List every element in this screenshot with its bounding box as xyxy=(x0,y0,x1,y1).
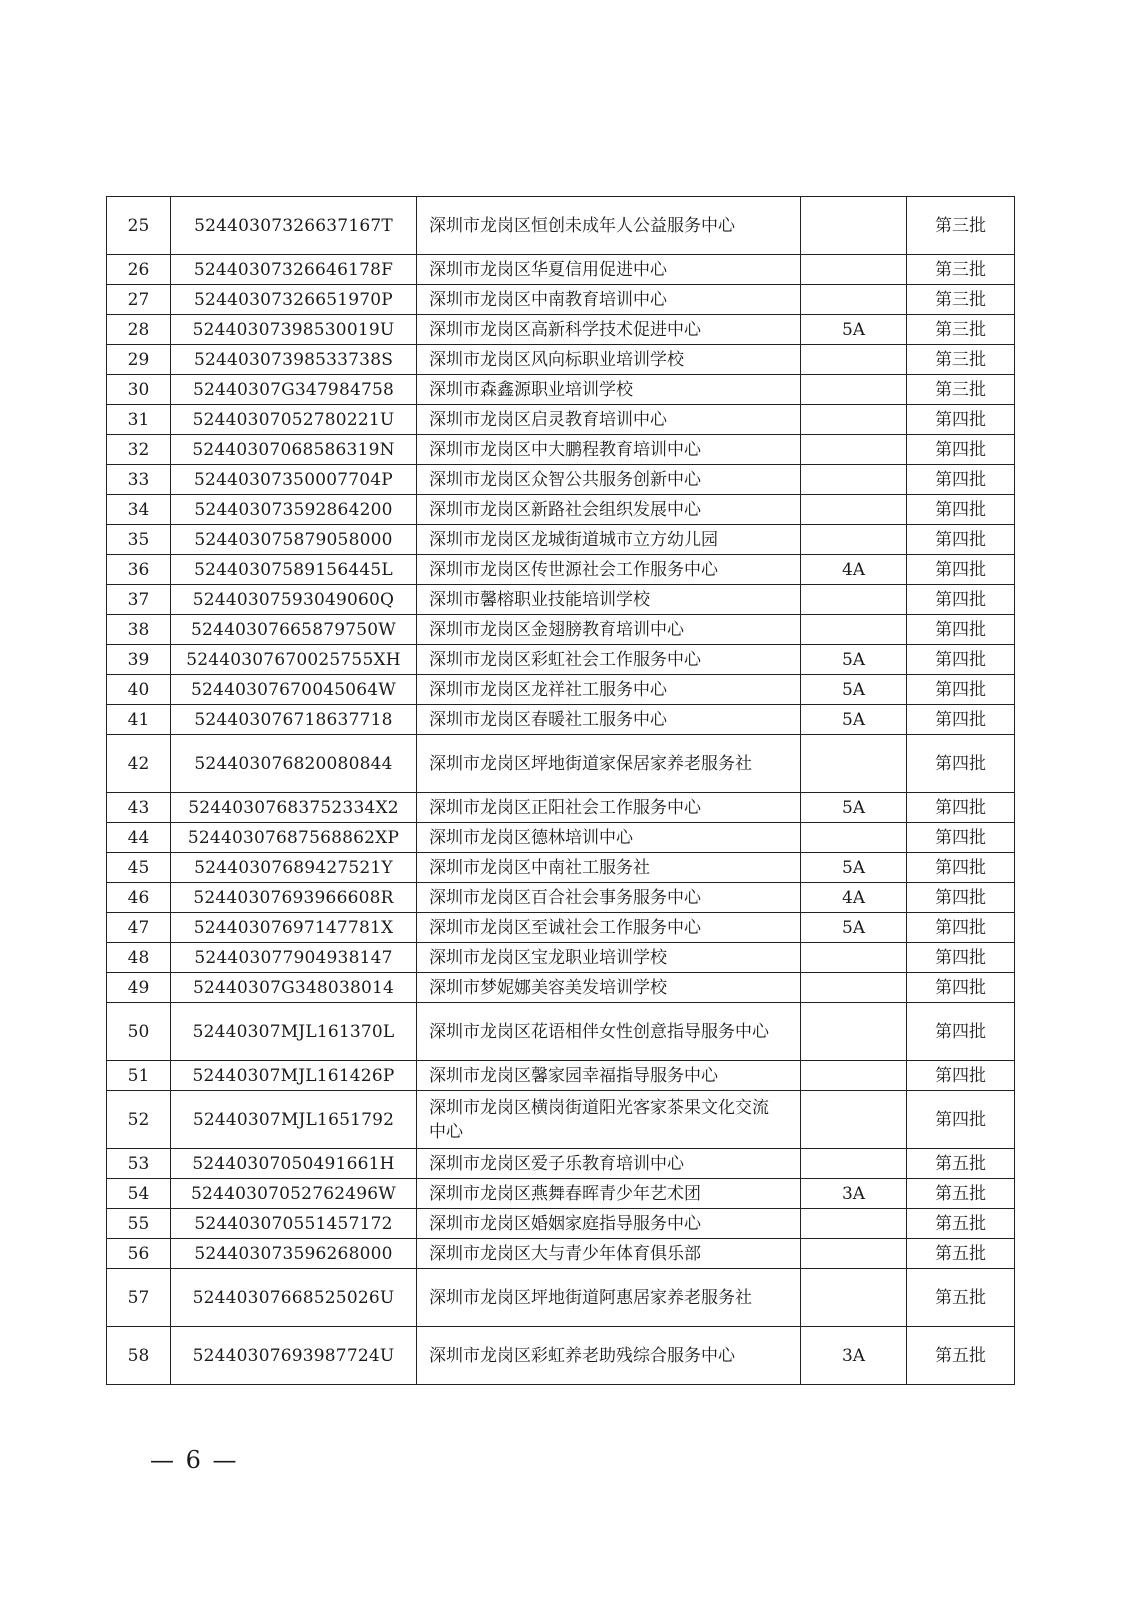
rating-level xyxy=(801,1091,907,1149)
organization-name: 深圳市龙岗区横岗街道阳光客家茶果文化交流中心 xyxy=(417,1091,801,1149)
organization-name: 深圳市龙岗区德林培训中心 xyxy=(417,823,801,853)
credit-code: 52440307670045064W xyxy=(171,675,417,705)
credit-code: 52440307665879750W xyxy=(171,615,417,645)
table-row xyxy=(107,913,1015,943)
table-row xyxy=(107,435,1015,465)
rating-level xyxy=(801,1239,907,1269)
row-number: 54 xyxy=(107,1179,171,1209)
table-row xyxy=(107,735,1015,793)
rating-level xyxy=(801,1003,907,1061)
rating-level xyxy=(801,465,907,495)
rating-level xyxy=(801,1269,907,1327)
organization-name: 深圳市龙岗区众智公共服务创新中心 xyxy=(417,465,801,495)
batch-label: 第五批 xyxy=(907,1149,1015,1179)
row-number: 46 xyxy=(107,883,171,913)
credit-code: 52440307697147781X xyxy=(171,913,417,943)
organization-name: 深圳市龙岗区正阳社会工作服务中心 xyxy=(417,793,801,823)
row-number: 52 xyxy=(107,1091,171,1149)
credit-code: 52440307668525026U xyxy=(171,1269,417,1327)
credit-code: 52440307689427521Y xyxy=(171,853,417,883)
credit-code: 52440307683752334X2 xyxy=(171,793,417,823)
table-row xyxy=(107,1149,1015,1179)
rating-level: 3A xyxy=(801,1327,907,1385)
credit-code: 52440307MJL161426P xyxy=(171,1061,417,1091)
page-number: — 6 — xyxy=(150,1446,239,1474)
table-row xyxy=(107,375,1015,405)
table-row xyxy=(107,1003,1015,1061)
batch-label: 第三批 xyxy=(907,255,1015,285)
batch-label: 第四批 xyxy=(907,913,1015,943)
table-row xyxy=(107,1269,1015,1327)
credit-code: 52440307589156445L xyxy=(171,555,417,585)
table-row xyxy=(107,615,1015,645)
rating-level xyxy=(801,197,907,255)
rating-level xyxy=(801,405,907,435)
credit-code: 52440307670025755XH xyxy=(171,645,417,675)
credit-code: 524403077904938147 xyxy=(171,943,417,973)
table-row xyxy=(107,705,1015,735)
row-number: 53 xyxy=(107,1149,171,1179)
organization-name: 深圳市龙岗区春暖社工服务中心 xyxy=(417,705,801,735)
table-row xyxy=(107,525,1015,555)
batch-label: 第三批 xyxy=(907,345,1015,375)
row-number: 56 xyxy=(107,1239,171,1269)
row-number: 57 xyxy=(107,1269,171,1327)
row-number: 41 xyxy=(107,705,171,735)
rating-level xyxy=(801,735,907,793)
organization-name: 深圳市梦妮娜美容美发培训学校 xyxy=(417,973,801,1003)
organization-name: 深圳市龙岗区风向标职业培训学校 xyxy=(417,345,801,375)
table-row xyxy=(107,285,1015,315)
credit-code: 52440307MJL161370L xyxy=(171,1003,417,1061)
rating-level xyxy=(801,285,907,315)
table-row xyxy=(107,345,1015,375)
credit-code: 524403073596268000 xyxy=(171,1239,417,1269)
batch-label: 第三批 xyxy=(907,197,1015,255)
rating-level xyxy=(801,1061,907,1091)
credit-code: 52440307693987724U xyxy=(171,1327,417,1385)
batch-label: 第五批 xyxy=(907,1269,1015,1327)
rating-level: 5A xyxy=(801,913,907,943)
organization-name: 深圳市龙岗区中南教育培训中心 xyxy=(417,285,801,315)
rating-level xyxy=(801,1149,907,1179)
batch-label: 第四批 xyxy=(907,705,1015,735)
organization-name: 深圳市龙岗区新路社会组织发展中心 xyxy=(417,495,801,525)
rating-level xyxy=(801,823,907,853)
credit-code: 52440307052762496W xyxy=(171,1179,417,1209)
credit-code: 52440307MJL1651792 xyxy=(171,1091,417,1149)
table-row xyxy=(107,1061,1015,1091)
batch-label: 第四批 xyxy=(907,495,1015,525)
row-number: 42 xyxy=(107,735,171,793)
batch-label: 第五批 xyxy=(907,1209,1015,1239)
batch-label: 第四批 xyxy=(907,405,1015,435)
batch-label: 第四批 xyxy=(907,1061,1015,1091)
organization-name: 深圳市龙岗区花语相伴女性创意指导服务中心 xyxy=(417,1003,801,1061)
table-row xyxy=(107,853,1015,883)
organization-name: 深圳市龙岗区金翅膀教育培训中心 xyxy=(417,615,801,645)
rating-level xyxy=(801,255,907,285)
batch-label: 第五批 xyxy=(907,1179,1015,1209)
organization-name: 深圳市龙岗区至诚社会工作服务中心 xyxy=(417,913,801,943)
batch-label: 第四批 xyxy=(907,1003,1015,1061)
batch-label: 第三批 xyxy=(907,285,1015,315)
credit-code: 52440307350007704P xyxy=(171,465,417,495)
batch-label: 第四批 xyxy=(907,883,1015,913)
row-number: 27 xyxy=(107,285,171,315)
batch-label: 第五批 xyxy=(907,1327,1015,1385)
organization-name: 深圳市龙岗区宝龙职业培训学校 xyxy=(417,943,801,973)
organization-name: 深圳市龙岗区龙祥社工服务中心 xyxy=(417,675,801,705)
credit-code: 524403070551457172 xyxy=(171,1209,417,1239)
rating-level: 5A xyxy=(801,675,907,705)
credit-code: 52440307687568862XP xyxy=(171,823,417,853)
credit-code: 52440307050491661H xyxy=(171,1149,417,1179)
table-row xyxy=(107,883,1015,913)
batch-label: 第四批 xyxy=(907,973,1015,1003)
table-row xyxy=(107,823,1015,853)
rating-level xyxy=(801,375,907,405)
batch-label: 第四批 xyxy=(907,615,1015,645)
organization-name: 深圳市龙岗区龙城街道城市立方幼儿园 xyxy=(417,525,801,555)
organization-name: 深圳市龙岗区中大鹏程教育培训中心 xyxy=(417,435,801,465)
rating-level xyxy=(801,943,907,973)
rating-level xyxy=(801,495,907,525)
organization-name: 深圳市龙岗区中南社工服务社 xyxy=(417,853,801,883)
organization-name: 深圳市龙岗区馨家园幸福指导服务中心 xyxy=(417,1061,801,1091)
credit-code: 52440307398533738S xyxy=(171,345,417,375)
table-row xyxy=(107,1239,1015,1269)
row-number: 26 xyxy=(107,255,171,285)
batch-label: 第四批 xyxy=(907,943,1015,973)
rating-level xyxy=(801,1209,907,1239)
row-number: 58 xyxy=(107,1327,171,1385)
row-number: 47 xyxy=(107,913,171,943)
batch-label: 第四批 xyxy=(907,465,1015,495)
organization-name: 深圳市龙岗区爱子乐教育培训中心 xyxy=(417,1149,801,1179)
table-row xyxy=(107,793,1015,823)
organization-name: 深圳市龙岗区彩虹养老助残综合服务中心 xyxy=(417,1327,801,1385)
row-number: 49 xyxy=(107,973,171,1003)
rating-level: 5A xyxy=(801,315,907,345)
credit-code: 52440307G348038014 xyxy=(171,973,417,1003)
batch-label: 第四批 xyxy=(907,555,1015,585)
row-number: 38 xyxy=(107,615,171,645)
batch-label: 第四批 xyxy=(907,853,1015,883)
organization-name: 深圳市馨榕职业技能培训学校 xyxy=(417,585,801,615)
organization-name: 深圳市龙岗区高新科学技术促进中心 xyxy=(417,315,801,345)
batch-label: 第五批 xyxy=(907,1239,1015,1269)
organization-name: 深圳市龙岗区婚姻家庭指导服务中心 xyxy=(417,1209,801,1239)
row-number: 40 xyxy=(107,675,171,705)
credit-code: 52440307326651970P xyxy=(171,285,417,315)
row-number: 48 xyxy=(107,943,171,973)
table-row xyxy=(107,585,1015,615)
organization-name: 深圳市龙岗区彩虹社会工作服务中心 xyxy=(417,645,801,675)
table-row xyxy=(107,315,1015,345)
table-row xyxy=(107,555,1015,585)
credit-code: 52440307326646178F xyxy=(171,255,417,285)
credit-code: 524403076718637718 xyxy=(171,705,417,735)
table-body xyxy=(107,197,1015,1385)
rating-level xyxy=(801,973,907,1003)
rating-level xyxy=(801,345,907,375)
credit-code: 52440307398530019U xyxy=(171,315,417,345)
credit-code: 52440307G347984758 xyxy=(171,375,417,405)
row-number: 33 xyxy=(107,465,171,495)
credit-code: 52440307326637167T xyxy=(171,197,417,255)
row-number: 28 xyxy=(107,315,171,345)
batch-label: 第四批 xyxy=(907,793,1015,823)
organization-name: 深圳市龙岗区坪地街道阿惠居家养老服务社 xyxy=(417,1269,801,1327)
row-number: 34 xyxy=(107,495,171,525)
row-number: 45 xyxy=(107,853,171,883)
organization-table xyxy=(106,196,1015,1385)
rating-level xyxy=(801,615,907,645)
row-number: 31 xyxy=(107,405,171,435)
credit-code: 52440307593049060Q xyxy=(171,585,417,615)
rating-level xyxy=(801,585,907,615)
organization-name: 深圳市龙岗区燕舞春晖青少年艺术团 xyxy=(417,1179,801,1209)
rating-level: 5A xyxy=(801,793,907,823)
table-row xyxy=(107,645,1015,675)
table-row xyxy=(107,197,1015,255)
organization-name: 深圳市龙岗区启灵教育培训中心 xyxy=(417,405,801,435)
batch-label: 第三批 xyxy=(907,315,1015,345)
rating-level: 3A xyxy=(801,1179,907,1209)
row-number: 44 xyxy=(107,823,171,853)
batch-label: 第四批 xyxy=(907,823,1015,853)
batch-label: 第四批 xyxy=(907,435,1015,465)
batch-label: 第四批 xyxy=(907,525,1015,555)
row-number: 29 xyxy=(107,345,171,375)
table-row xyxy=(107,495,1015,525)
organization-name: 深圳市龙岗区传世源社会工作服务中心 xyxy=(417,555,801,585)
table-row xyxy=(107,1091,1015,1149)
table-row xyxy=(107,1179,1015,1209)
row-number: 35 xyxy=(107,525,171,555)
row-number: 43 xyxy=(107,793,171,823)
organization-name: 深圳市龙岗区百合社会事务服务中心 xyxy=(417,883,801,913)
rating-level: 4A xyxy=(801,555,907,585)
rating-level: 5A xyxy=(801,853,907,883)
batch-label: 第四批 xyxy=(907,735,1015,793)
row-number: 32 xyxy=(107,435,171,465)
organization-name: 深圳市龙岗区华夏信用促进中心 xyxy=(417,255,801,285)
credit-code: 524403076820080844 xyxy=(171,735,417,793)
rating-level: 5A xyxy=(801,645,907,675)
rating-level: 4A xyxy=(801,883,907,913)
batch-label: 第四批 xyxy=(907,585,1015,615)
table-row xyxy=(107,465,1015,495)
organization-name: 深圳市龙岗区大与青少年体育俱乐部 xyxy=(417,1239,801,1269)
batch-label: 第四批 xyxy=(907,645,1015,675)
rating-level xyxy=(801,435,907,465)
credit-code: 52440307052780221U xyxy=(171,405,417,435)
row-number: 55 xyxy=(107,1209,171,1239)
batch-label: 第四批 xyxy=(907,1091,1015,1149)
table-row xyxy=(107,1209,1015,1239)
table-row xyxy=(107,675,1015,705)
batch-label: 第四批 xyxy=(907,675,1015,705)
row-number: 36 xyxy=(107,555,171,585)
table-row xyxy=(107,973,1015,1003)
row-number: 51 xyxy=(107,1061,171,1091)
table-row xyxy=(107,943,1015,973)
organization-name: 深圳市森鑫源职业培训学校 xyxy=(417,375,801,405)
row-number: 37 xyxy=(107,585,171,615)
rating-level xyxy=(801,525,907,555)
batch-label: 第三批 xyxy=(907,375,1015,405)
row-number: 50 xyxy=(107,1003,171,1061)
credit-code: 524403073592864200 xyxy=(171,495,417,525)
table-row xyxy=(107,405,1015,435)
row-number: 25 xyxy=(107,197,171,255)
organization-name: 深圳市龙岗区恒创未成年人公益服务中心 xyxy=(417,197,801,255)
rating-level: 5A xyxy=(801,705,907,735)
organization-name: 深圳市龙岗区坪地街道家保居家养老服务社 xyxy=(417,735,801,793)
credit-code: 52440307068586319N xyxy=(171,435,417,465)
row-number: 39 xyxy=(107,645,171,675)
row-number: 30 xyxy=(107,375,171,405)
table-row xyxy=(107,1327,1015,1385)
table-row xyxy=(107,255,1015,285)
credit-code: 52440307693966608R xyxy=(171,883,417,913)
credit-code: 524403075879058000 xyxy=(171,525,417,555)
